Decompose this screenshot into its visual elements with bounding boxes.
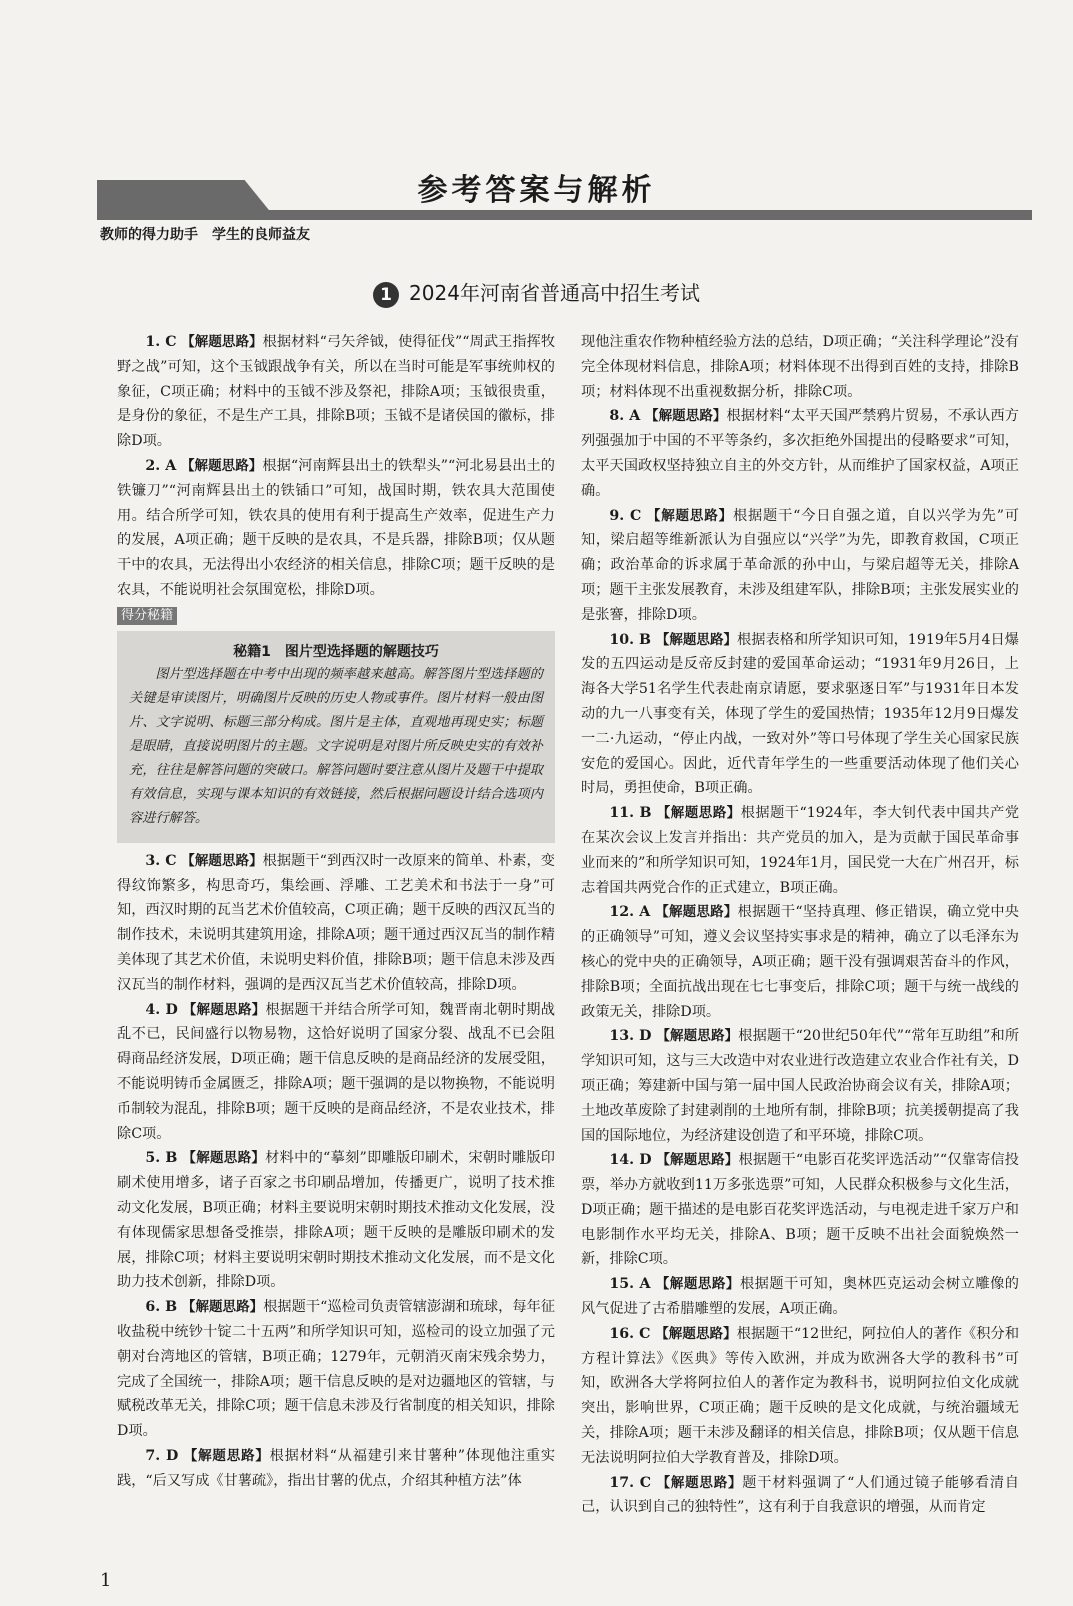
answer-number: 11. B (609, 805, 652, 822)
answer-text: 根据材料“太平天国严禁鸦片贸易，不承认西方列强强加于中国的不平等条约，多次拒绝外国提出的侵略要求”可知，太平天国政权坚持独立自主的外交方针，从而维护了国家权益，A项正确。 (581, 408, 1019, 499)
answer-text: 根据题干“巡检司负责管辖澎湖和琉球，每年征收盐税中统钞十锭二十五两”和所学知识可知，巡检司的设立加强了元朝对台湾地区的管辖，B项正确；1279年，元朝消灭南宋残余势力，完成了全国统一，排除A项；题干信息反映的是对边疆地区的管辖，与赋税改革无关，排除C项；题干信息未涉及行省制度的相关知识，排除D项。 (117, 1299, 556, 1440)
answer-list-3 (581, 330, 1019, 1520)
answer-text: 材料中的“摹刻”即雕版印刷术，宋朝时雕版印刷术使用增多，诸子百家之书印刷品增加，传播更广，说明了技术推动文化发展，B项正确；材料主要说明宋朝时期技术推动文化发展，没有体现儒家思想备受推崇，排除A项；题干反映的是雕版印刷术的发展，排除C项；材料主要说明宋朝时期技术推动文化发展，而不是文化助力技术创新，排除D项。 (117, 1150, 555, 1291)
answer-text: 根据表格和所学知识可知，1919年5月4日爆发的五四运动是反帝反封建的爱国革命运动；“1931年9月26日，上海各大学51名学生代表赴南京请愿，要求驱逐日军”与1931年日本发动的九一八事变有关，体现了学生的爱国热情；1935年12月9日爆发一二·九运动，“停止内战，一致对外”等口号体现了学生关心国家民族安危的爱国心。因此，近代青年学生的一些重要活动体现了他们关心时局，勇担使命，B项正确。 (581, 631, 1019, 797)
answer-tag: 【解题思路】 (640, 408, 727, 425)
header-bar (97, 210, 1032, 220)
secret-text: 图片型选择题在中考中出现的频率越来越高。解答图片型选择题的关键是审读图片，明确图片反映的历史人物或事件。图片材料一般由图片、文字说明、标题三部分构成。图片是主体，直观地再现史实；标题是眼睛，直接说明图片的主题。文字说明是对图片所反映史实的有效补充，往往是解答问题的突破口。解答问题时要注意从图片及题干中提取有效信息，实现与课本知识的有效链接，然后根据问题设计结合选项内容进行解答。 (129, 666, 543, 826)
answer-item (581, 330, 1019, 404)
answer-text: 现他注重农作物种植经验方法的总结，D项正确；“关注科学理论”没有完全体现材料信息，排除A项；材料体现不出得到百姓的支持，排除B项；材料体现不出重视数据分析，排除C项。 (581, 334, 1019, 400)
secret-title: 秘籍1 图片型选择题的解题技巧 (233, 643, 439, 660)
answer-item (117, 1444, 555, 1494)
answer-number: 4. D (145, 1001, 178, 1018)
page-title: 参考答案与解析 (417, 173, 656, 208)
answer-tag: 【解题思路】 (177, 1150, 266, 1167)
exam-title: 2024年河南省普通高中招生考试 (409, 281, 700, 305)
answer-tag: 【解题思路】 (641, 507, 733, 524)
answer-number: 9. C (609, 507, 642, 524)
answer-text: 根据题干“电影百花奖评选活动”“仅靠寄信投票，举办方就收到11万多张选票”可知，人民群众积极参与文化生活，D项正确；题干描述的是电影百花奖评选活动，与电视走进千家万户和电影制作水平均无关，排除A、B项；题干反映不出社会面貌焕然一新，排除C项。 (581, 1152, 1019, 1268)
answer-tag: 【解题思路】 (651, 1474, 743, 1491)
answer-item (117, 998, 555, 1147)
answer-tag: 【解题思路】 (650, 1276, 740, 1293)
answer-tag: 【解题思路】 (178, 1447, 270, 1464)
page-number: 1 (100, 1570, 112, 1591)
answer-number: 6. B (145, 1299, 178, 1316)
answer-tag: 【解题思路】 (650, 904, 738, 921)
answer-number: 1. C (145, 334, 177, 350)
answer-text: 根据题干“1924年，李大钊代表中国共产党在某次会议上发言并指出：共产党员的加入，是为贡献于国民革命事业而来的”和所学知识可知，1924年1月，国民党一大在广州召开，标志着国共两党合作的正式建立，B项正确。 (581, 805, 1020, 896)
answer-number: 2. A (145, 457, 177, 474)
answer-tag: 【解题思路】 (176, 457, 263, 474)
left-column (117, 330, 555, 1493)
answer-item (581, 504, 1019, 628)
answer-item (117, 330, 555, 454)
answer-text: 根据题干“20世纪50年代”“常年互助组”和所学知识可知，这与三大改造中对农业进行改造建立农业合作社有关，D项正确；筹建新中国与第一届中国人民政治协商会议有关，排除A项；土地改革废除了封建剥削的土地所有制，排除B项；抗美援朝提高了我国的国际地位，为经济建设创造了和平环境，排除C项。 (581, 1028, 1020, 1144)
answer-tag: 【解题思路】 (651, 1152, 739, 1169)
answer-item (581, 801, 1019, 900)
answer-item (117, 849, 555, 998)
answer-number: 17. C (609, 1474, 652, 1491)
answer-tag: 【解题思路】 (177, 1001, 266, 1018)
answer-text: 根据题干“到西汉时一改原来的简单、朴素，变得纹饰繁多，构思奇巧，集绘画、浮雕、工艺美术和书法于一身”可知，西汉时期的瓦当艺术价值较高，C项正确；题干反映的西汉瓦当的制作技术，未说明其建筑用途，排除A项；题干通过西汉瓦当的制作精美体现了其艺术价值，未说明史料价值，排除B项；题干信息未涉及西汉瓦当的制作材料，强调的是西汉瓦当艺术价值较高，排除D项。 (117, 852, 555, 993)
secret-box (117, 631, 555, 843)
answer-number: 7. D (145, 1447, 179, 1464)
answer-item (581, 628, 1019, 802)
answer-number: 15. A (609, 1276, 651, 1293)
answer-text: 根据题干并结合所学可知，魏晋南北朝时期战乱不已，民间盛行以物易物，这恰好说明了国家分裂、战乱不已会阻碍商品经济发展，D项正确；题干信息反映的是商品经济的发展受阻，不能说明铸币金属匮乏，排除A项；题干强调的是以物换物，不能说明币制较为混乱，排除B项；题干反映的是商品经济，不是农业技术，排除C项。 (117, 1001, 555, 1142)
answer-list-2 (117, 849, 555, 1494)
answer-tag: 【解题思路】 (651, 1028, 739, 1045)
answer-number: 5. B (145, 1150, 178, 1167)
answer-item (581, 1322, 1019, 1471)
answer-item (117, 1295, 555, 1444)
answer-item (581, 1024, 1019, 1148)
answer-text: 题干材料强调了“人们通过镜子能够看清自己，认识到自己的独特性”，这有利于自我意识的增强，从而肯定 (581, 1474, 1019, 1516)
answer-text: 根据题干可知，奥林匹克运动会树立雕像的风气促进了古希腊雕塑的发展，A项正确。 (581, 1276, 1019, 1318)
answer-number: 12. A (609, 904, 651, 921)
answer-item (581, 1272, 1019, 1322)
answer-number: 14. D (609, 1152, 652, 1169)
right-column (581, 330, 1019, 1520)
slogan: 教师的得力助手 学生的良师益友 (100, 227, 310, 243)
answer-text: 根据材料“从福建引来甘薯种”体现他注重实践，“后又写成《甘薯疏》，指出甘薯的优点，介绍其种植方法”体 (117, 1447, 556, 1489)
answer-number: 8. A (609, 408, 641, 425)
answer-number: 10. B (609, 631, 652, 648)
answer-text: 根据题干“坚持真理、修正错误，确立党中央的正确领导”可知，遵义会议坚持实事求是的精神，确立了以毛泽东为核心的党中央的正确领导，A项正确；题干没有强调艰苦奋斗的作风，排除B项；全面抗战出现在七七事变后，排除C项；题干与统一战线的政策无关，排除D项。 (581, 904, 1019, 1020)
answer-text: 根据题干“今日自强之道，自以兴学为先”可知，梁启超等维新派认为自强应以“兴学”为先，即教育救国，C项正确；政治革命的诉求属于革命派的孙中山，与梁启超等无关，排除A项；题干主张发展教育，未涉及组建军队，排除B项；主张发展实业的是张謇，排除D项。 (581, 507, 1019, 623)
answer-text: 根据“河南辉县出土的铁犁头”“河北易县出土的铁镰刀”“河南辉县出土的铁锸口”可知，战国时期，铁农具大范围使用。结合所学可知，铁农具的使用有利于提高生产效率，促进生产力的发展，A项正确；题干反映的是农具，不是兵器，排除B项；仅从题干中的农具，无法得出小农经济的相关信息，排除C项；题干反映的是农具，不能说明社会氛围宽松，排除D项。 (117, 457, 555, 598)
answer-tag: 【解题思路】 (650, 1325, 737, 1342)
answer-item (581, 1148, 1019, 1272)
answer-tag: 【解题思路】 (177, 1299, 264, 1316)
answer-tag: 【解题思路】 (651, 631, 738, 648)
answer-text: 根据题干“12世纪，阿拉伯人的著作《积分和方程计算法》《医典》等传入欧洲，并成为欧洲各大学的教科书”可知，欧洲各大学将阿拉伯人的著作定为教科书，说明阿拉伯文化成就突出，影响世界，C项正确；题干反映的是文化成就，与统治疆域无关，排除A项；题干未涉及翻译的相关信息，排除B项；仅从题干信息无法说明阿拉伯大学教育普及，排除D项。 (581, 1325, 1020, 1466)
answer-number: 3. C (145, 852, 177, 869)
answer-number: 13. D (609, 1028, 652, 1045)
answer-item (117, 454, 555, 603)
secret-label: 得分秘籍 (117, 607, 177, 625)
answer-item (117, 1146, 555, 1295)
answer-item (581, 1471, 1019, 1521)
answer-tag: 【解题思路】 (176, 334, 263, 350)
exam-heading (0, 277, 1073, 308)
answer-list-1 (117, 330, 555, 603)
answer-item (581, 404, 1019, 503)
answer-tag: 【解题思路】 (176, 852, 263, 869)
answer-tag: 【解题思路】 (651, 805, 741, 822)
answer-text: 根据材料“弓矢斧钺，使得征伐”“周武王指挥牧野之战”可知，这个玉钺跟战争有关，所以在当时可能是军事统帅权的象征，C项正确；材料中的玉钺不涉及祭祀，排除A项；玉钺很贵重，是身份的象征，不是生产工具，排除B项；玉钺不是诸侯国的徽标，排除D项。 (117, 334, 556, 450)
exam-number-badge: 1 (373, 282, 399, 308)
answer-item (581, 900, 1019, 1024)
answer-number: 16. C (609, 1325, 651, 1342)
